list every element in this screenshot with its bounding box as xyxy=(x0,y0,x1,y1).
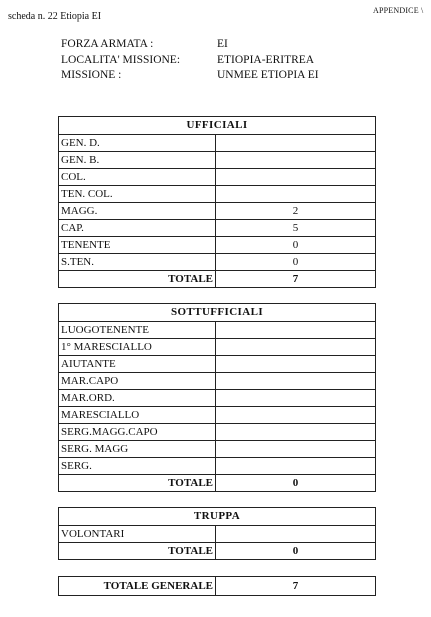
rank-count: 2 xyxy=(216,203,376,220)
info-key: LOCALITA' MISSIONE: xyxy=(61,54,181,66)
rank-count xyxy=(216,407,376,424)
info-key: MISSIONE : xyxy=(61,69,122,81)
ufficiali-title: UFFICIALI xyxy=(59,117,376,135)
rank-count xyxy=(216,526,376,543)
rank-count xyxy=(216,390,376,407)
truppa-title: TRUPPA xyxy=(59,508,376,526)
info-value: UNMEE ETIOPIA EI xyxy=(217,69,319,81)
rank-count: 5 xyxy=(216,220,376,237)
rank-count xyxy=(216,373,376,390)
totale-generale-table xyxy=(58,576,376,596)
ufficiali-table xyxy=(58,116,376,288)
rank-label: MAR.CAPO xyxy=(59,373,216,390)
rank-label: LUOGOTENENTE xyxy=(59,322,216,339)
sheet-id: scheda n. 22 Etiopia EI xyxy=(8,11,102,22)
grand-total-value: 7 xyxy=(216,577,376,596)
rank-count xyxy=(216,424,376,441)
rank-count: 0 xyxy=(216,237,376,254)
sottufficiali-table xyxy=(58,303,376,492)
total-label: TOTALE xyxy=(59,271,216,288)
total-value: 0 xyxy=(216,475,376,492)
total-label: TOTALE xyxy=(59,543,216,560)
rank-count xyxy=(216,152,376,169)
rank-label: MAR.ORD. xyxy=(59,390,216,407)
info-value: ETIOPIA-ERITREA xyxy=(217,54,315,66)
total-label: TOTALE xyxy=(59,475,216,492)
rank-label: MARESCIALLO xyxy=(59,407,216,424)
rank-label: TENENTE xyxy=(59,237,216,254)
rank-label: COL. xyxy=(59,169,216,186)
rank-count xyxy=(216,339,376,356)
rank-count xyxy=(216,135,376,152)
appendix-label: APPENDICE \ xyxy=(373,6,424,15)
rank-count xyxy=(216,186,376,203)
info-key: FORZA ARMATA : xyxy=(61,38,154,50)
truppa-table xyxy=(58,507,376,560)
rank-label: MAGG. xyxy=(59,203,216,220)
rank-label: GEN. B. xyxy=(59,152,216,169)
rank-count xyxy=(216,356,376,373)
grand-total-label: TOTALE GENERALE xyxy=(59,577,216,596)
rank-label: CAP. xyxy=(59,220,216,237)
rank-label: SERG. xyxy=(59,458,216,475)
rank-label: 1° MARESCIALLO xyxy=(59,339,216,356)
rank-label: SERG.MAGG.CAPO xyxy=(59,424,216,441)
rank-label: VOLONTARI xyxy=(59,526,216,543)
rank-count: 0 xyxy=(216,254,376,271)
rank-label: AIUTANTE xyxy=(59,356,216,373)
rank-count xyxy=(216,458,376,475)
rank-label: S.TEN. xyxy=(59,254,216,271)
total-value: 0 xyxy=(216,543,376,560)
info-value: EI xyxy=(217,38,228,50)
rank-label: GEN. D. xyxy=(59,135,216,152)
rank-label: TEN. COL. xyxy=(59,186,216,203)
rank-count xyxy=(216,322,376,339)
sottufficiali-title: SOTTUFFICIALI xyxy=(59,304,376,322)
total-value: 7 xyxy=(216,271,376,288)
rank-label: SERG. MAGG xyxy=(59,441,216,458)
rank-count xyxy=(216,441,376,458)
rank-count xyxy=(216,169,376,186)
